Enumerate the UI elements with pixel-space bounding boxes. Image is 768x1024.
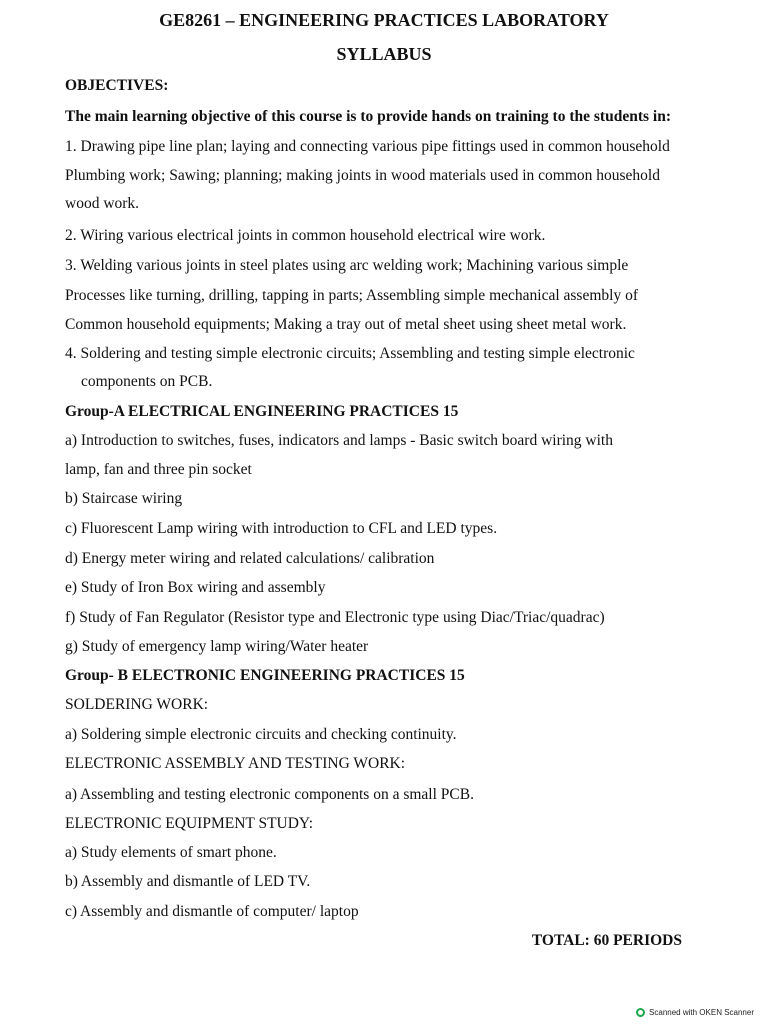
- objective-line: 3. Welding various joints in steel plates using arc welding work; Machining various simple: [65, 257, 629, 274]
- group-a-item: f) Study of Fan Regulator (Resistor type and Electronic type using Diac/Triac/quadrac): [65, 609, 605, 626]
- course-title: GE8261 – ENGINEERING PRACTICES LABORATORY: [159, 10, 609, 30]
- group-a-item: e) Study of Iron Box wiring and assembly: [65, 579, 326, 596]
- total-periods: TOTAL: 60 PERIODS: [531, 932, 682, 949]
- objectives-heading: OBJECTIVES:: [65, 77, 169, 94]
- scanner-watermark-text: Scanned with OKEN Scanner: [649, 1008, 754, 1017]
- objective-line: 1. Drawing pipe line plan; laying and connecting various pipe fittings used in common household: [65, 138, 670, 155]
- group-a-item: lamp, fan and three pin socket: [65, 461, 252, 478]
- group-b-heading: Group- B ELECTRONIC ENGINEERING PRACTICES 15: [65, 667, 465, 684]
- group-a-item: b) Staircase wiring: [65, 490, 183, 507]
- objective-line: wood work.: [65, 195, 140, 212]
- objective-line: 2. Wiring various electrical joints in common household electrical wire work.: [65, 227, 546, 244]
- group-b-line: ELECTRONIC EQUIPMENT STUDY:: [65, 815, 314, 832]
- group-a-heading: Group-A ELECTRICAL ENGINEERING PRACTICES 15: [65, 403, 459, 420]
- scanner-watermark: [636, 1008, 754, 1017]
- group-a-item: d) Energy meter wiring and related calculations/ calibration: [65, 550, 435, 567]
- objectives-intro: The main learning objective of this course is to provide hands on training to the students in:: [65, 108, 671, 125]
- group-b-line: b) Assembly and dismantle of LED TV.: [65, 873, 311, 890]
- group-b-line: a) Soldering simple electronic circuits and checking continuity.: [65, 726, 457, 743]
- group-b-line: a) Assembling and testing electronic components on a small PCB.: [65, 786, 474, 803]
- objective-line: components on PCB.: [81, 373, 213, 390]
- group-a-item: g) Study of emergency lamp wiring/Water heater: [65, 638, 369, 655]
- objective-line: Plumbing work; Sawing; planning; making joints in wood materials used in common household: [65, 167, 660, 184]
- objective-line: Common household equipments; Making a tray out of metal sheet using sheet metal work.: [65, 316, 627, 333]
- group-b-line: a) Study elements of smart phone.: [65, 844, 277, 861]
- scanner-logo-icon: [636, 1008, 645, 1017]
- objective-line: 4. Soldering and testing simple electronic circuits; Assembling and testing simple electronic: [65, 345, 635, 362]
- group-b-line: ELECTRONIC ASSEMBLY AND TESTING WORK:: [65, 755, 406, 772]
- group-a-item: c) Fluorescent Lamp wiring with introduction to CFL and LED types.: [65, 520, 498, 537]
- group-b-line: SOLDERING WORK:: [65, 696, 209, 713]
- group-b-line: c) Assembly and dismantle of computer/ laptop: [65, 903, 359, 920]
- syllabus-heading: SYLLABUS: [336, 44, 432, 64]
- group-a-item: a) Introduction to switches, fuses, indicators and lamps - Basic switch board wiring with: [65, 432, 613, 449]
- objective-line: Processes like turning, drilling, tapping in parts; Assembling simple mechanical assembly of: [65, 287, 638, 304]
